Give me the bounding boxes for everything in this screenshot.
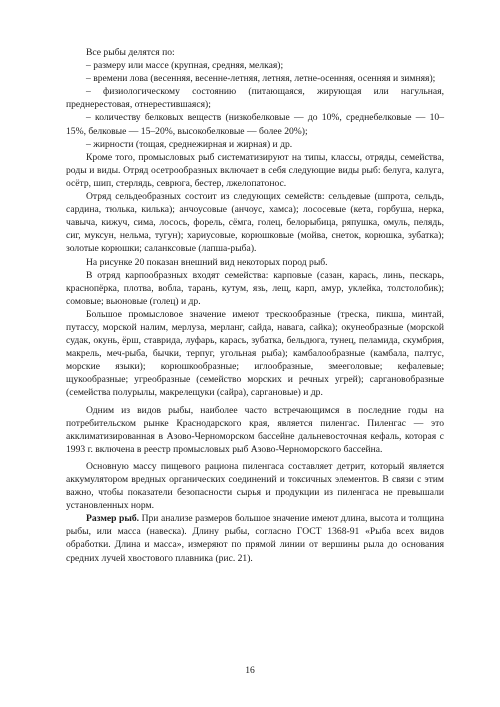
list-item: – физиологическому состоянию (питающаяся, жирующая или нагульная, преднерестовая, отнерестившаяся); bbox=[66, 86, 444, 111]
list-item: – жирности (тощая, среднежирная и жирная) и др. bbox=[86, 138, 293, 150]
paragraph-figure-reference: На рисунке 20 показан внешний вид некоторых пород рыб. bbox=[86, 256, 328, 268]
section-heading: Размер рыб. bbox=[86, 513, 140, 525]
paragraph-pilengas: Одним из видов рыбы, наиболее часто встречающимся в последние годы на потребительском рынке Краснодарского края, является пиленгас. Пиленгас — это акклиматизированная в Азово-Черноморском бассейне дальневосточная кефаль, которая с 1993 г. включена в реестр промысловых рыб Азово-Черноморского бассейна. bbox=[66, 404, 444, 455]
classification-list bbox=[66, 59, 444, 151]
paragraph-fish-size bbox=[66, 512, 444, 564]
paragraph-taxonomy: Кроме того, промысловых рыб систематизируют на типы, классы, отряды, семейства, роды и виды. Отряд осетрообразных включает в себя следующие виды рыб: белуга, калуга, осётр, шип, стерлядь, севрюга, бестер, лжелопатонос. bbox=[66, 151, 444, 189]
page-number: 16 bbox=[245, 665, 255, 676]
paragraph-clupeiformes: Отряд сельдеобразных состоит из следующих семейств: сельдевые (шпрота, сельдь, сардина, тюлька, килька); анчоусовые (анчоус, хамса); лососевые (кета, горбуша, нерка, чавыча, кижуч, сима, лосось, форель, сёмга, голец, белорыбица, ряпушка, омуль, пелядь, сиг, муксун, нельма, тугун); хариусовые, корюшковые (мойва, снеток, корюшка, зубатка); золотые корюшки; саланксовые (лапша-рыба). bbox=[66, 191, 444, 255]
section-body: При анализе размеров большое значение имеют длина, высота и толщина рыбы, или масса (навеска). Длину рыбы, согласно ГОСТ 1368-91 «Рыба всех видов обработки. Длина и масса», измеряют по прямой линии от вершины рыла до основания средних лучей хвостового плавника (рис. 21). bbox=[66, 513, 444, 564]
paragraph-cypriniformes: В отряд карпообразных входят семейства: карповые (сазан, карась, линь, пескарь, краснопёрка, плотва, вобла, тарань, кутум, язь, лещ, карп, амур, уклейка, толстолобик); сомовые; вьюновые (голец) и др. bbox=[66, 269, 444, 307]
list-item: – размеру или массе (крупная, средняя, мелкая); bbox=[86, 60, 284, 72]
list-item: – времени лова (весенняя, весенне-летняя, летняя, летне-осенняя, осенняя и зимняя); bbox=[86, 73, 436, 85]
paragraph-commercial-orders: Большое промысловое значение имеют трескообразные (треска, пикша, минтай, путассу, морской налим, мерлуза, мерланг, сайда, навага, сайка); окунеобразные (морской судак, окунь, ёрш, ставрида, луфарь, карась, зубатка, бельдюга, тунец, пеламида, скумбрия, макрель, меч-рыба, бычки, терпуг, угольная рыба); камбалообразные (камбала, палтус, морские языки); корюшкообразные; иглообразные, змееголовые; кефалевые; щукообразные; угреобразные (семейство морских и речных угрей); саргановобразные (семейства полурылы, макрелещуки (сайра), сарганoвые) и др. bbox=[66, 308, 444, 399]
list-intro: Все рыбы делятся по: bbox=[86, 47, 175, 58]
list-item: – количеству белковых веществ (низкобелковые — до 10%, среднебелковые — 10–15%, белковые — 15–20%, высокобелковые — более 20%); bbox=[66, 112, 444, 137]
paragraph-diet: Основную массу пищевого рациона пиленгаса составляет детрит, который является аккумулятором вредных органических соединений и токсичных элементов. В связи с этим важно, чтобы показатели безопасности сырья и продукции из пиленгаса не превышали установленных норм. bbox=[66, 460, 444, 512]
